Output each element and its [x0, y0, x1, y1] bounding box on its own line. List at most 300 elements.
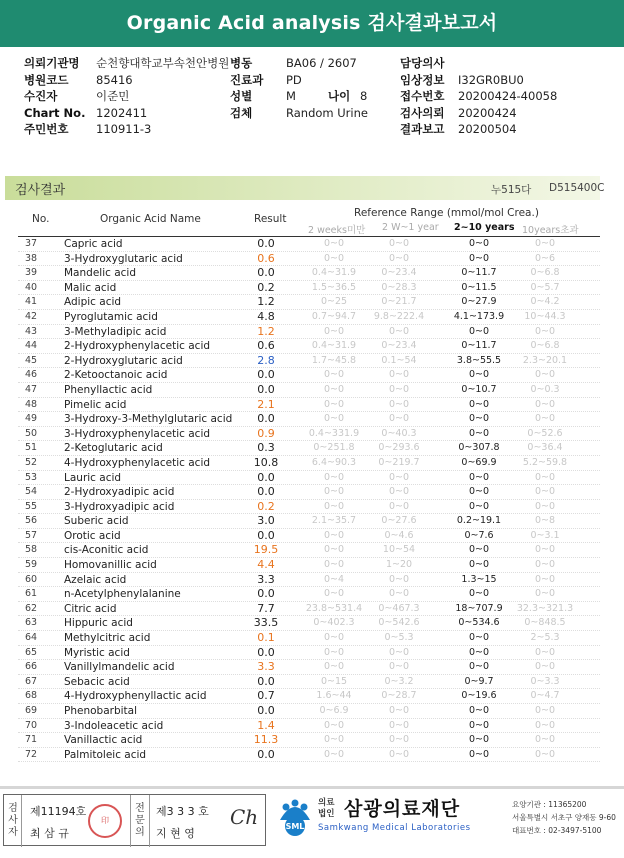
row-ref-10years: 0~0: [534, 734, 556, 746]
row-no: 44: [24, 340, 38, 352]
row-name: Adipic acid: [64, 296, 122, 309]
row-no: 47: [24, 383, 38, 395]
row-ref-2weeks: 0~0: [323, 383, 345, 395]
divider: [130, 795, 131, 847]
row-ref-1year: 0~0: [388, 413, 410, 425]
row-ref-2-10years: 0.2~19.1: [456, 515, 502, 527]
row-name: 3-Indoleacetic acid: [64, 719, 164, 732]
row-ref-2weeks: 1.7~45.8: [311, 354, 357, 366]
table-row: [18, 281, 600, 296]
signature-box: [3, 794, 266, 846]
row-no: 59: [24, 559, 38, 571]
row-ref-2-10years: 0~307.8: [458, 442, 500, 454]
row-result: 0.0: [257, 674, 275, 688]
row-no: 63: [24, 617, 38, 629]
table-row: [18, 266, 600, 281]
row-ref-1year: 0~0: [388, 383, 410, 395]
report-label: 결과보고: [400, 122, 445, 136]
specimen-value: Random Urine: [286, 105, 368, 120]
row-ref-10years: 0~0: [534, 500, 556, 512]
table-row: [18, 500, 600, 515]
row-ref-10years: 0~0: [534, 398, 556, 410]
row-ref-2-10years: 0~0: [468, 413, 490, 425]
contact-code: 요양기관 : 11365200: [512, 800, 587, 809]
row-ref-2-10years: 0~69.9: [461, 456, 497, 468]
table-row: [18, 310, 600, 325]
table-row: [18, 631, 600, 646]
row-ref-1year: 0~27.6: [381, 515, 417, 527]
row-no: 64: [24, 632, 38, 644]
row-result: 3.0: [257, 514, 275, 528]
row-ref-2-10years: 0~0: [468, 705, 490, 716]
row-ref-2weeks: 0~0: [323, 719, 345, 731]
row-ref-1year: 0~0: [388, 734, 410, 746]
row-ref-2-10years: 18~707.9: [455, 602, 503, 614]
row-ref-2-10years: 0~0: [468, 238, 490, 249]
row-ref-2weeks: 0~0: [323, 398, 345, 410]
row-ref-2-10years: 0~0: [468, 559, 490, 571]
row-result: 2.8: [257, 353, 275, 367]
report-value: 20200504: [458, 122, 517, 136]
row-no: 60: [24, 573, 38, 585]
row-name: Mandelic acid: [64, 267, 137, 280]
row-ref-2-10years: 0~0: [468, 325, 490, 337]
chart-label: Chart No.: [24, 105, 86, 120]
row-ref-2weeks: 0~0: [323, 369, 345, 381]
table-row: [18, 339, 600, 354]
row-result: 11.3: [253, 733, 279, 747]
clinical-info-label: 임상정보: [400, 72, 445, 87]
sex-value: M: [286, 89, 296, 103]
age-value: 8: [360, 89, 368, 103]
row-no: 51: [24, 442, 38, 454]
row-result: 0.6: [257, 339, 275, 353]
row-result: 0.0: [257, 382, 275, 396]
row-ref-1year: 0~0: [388, 252, 410, 264]
contact-phone: 대표번호 : 02-3497-5100: [512, 826, 602, 835]
row-result: 1.2: [257, 324, 275, 338]
row-ref-10years: 0~36.4: [527, 442, 563, 454]
row-result: 0.0: [257, 412, 275, 426]
row-ref-2-10years: 0~0: [468, 661, 490, 673]
row-ref-1year: 0~0: [388, 471, 410, 483]
tester-label: 검사자: [8, 803, 18, 838]
row-result: 4.8: [257, 309, 275, 323]
footer: [0, 792, 624, 858]
row-ref-10years: 0~0.3: [530, 383, 560, 395]
row-name: Hippuric acid: [64, 617, 133, 630]
row-no: 72: [24, 748, 38, 760]
row-result: 0.3: [257, 441, 275, 455]
row-ref-1year: 0~0: [388, 705, 410, 716]
row-name: 2-Ketoglutaric acid: [64, 442, 163, 455]
table-row: [18, 398, 600, 413]
patient-value: 이준민: [96, 89, 130, 103]
row-ref-10years: 0~0: [534, 486, 556, 498]
ward-value: BA06 / 2607: [286, 56, 357, 70]
request-label: 검사의뢰: [400, 105, 445, 120]
row-ref-2-10years: 0~19.6: [461, 690, 497, 702]
row-ref-2weeks: 0~0: [323, 325, 345, 337]
row-ref-1year: 0~0: [388, 573, 410, 585]
row-no: 62: [24, 602, 38, 614]
chart-value: 1202411: [96, 105, 148, 120]
row-result: 3.3: [257, 572, 275, 586]
row-ref-10years: 0~5.7: [530, 281, 560, 293]
row-ref-2-10years: 0~0: [468, 398, 490, 410]
table-row: [18, 733, 600, 748]
row-ref-1year: 0~4.6: [384, 529, 414, 541]
row-ref-2-10years: 0~0: [468, 719, 490, 731]
results-count: 누515다: [491, 184, 532, 196]
row-ref-2weeks: 0~0: [323, 544, 345, 556]
row-name: 3-Hydroxyglutaric acid: [64, 252, 183, 265]
patient-info: [24, 55, 604, 138]
row-ref-2weeks: 0~0: [323, 471, 345, 483]
row-ref-2weeks: 0~251.8: [313, 442, 355, 454]
row-ref-10years: 0~0: [534, 748, 556, 760]
row-ref-10years: 0~0: [534, 413, 556, 425]
row-ref-1year: 0~0: [388, 398, 410, 410]
corp-name: 삼광의료재단: [344, 798, 461, 820]
row-ref-10years: 0~848.5: [524, 617, 566, 629]
divider: [21, 795, 22, 847]
row-ref-2weeks: 23.8~531.4: [305, 602, 363, 614]
col-ref-sub2: 2 W~1 year: [382, 222, 439, 233]
row-ref-1year: 0~467.3: [378, 602, 420, 614]
row-ref-2-10years: 0~11.5: [461, 281, 497, 293]
row-no: 49: [24, 413, 38, 425]
dept-value: PD: [286, 72, 302, 87]
row-no: 70: [24, 719, 38, 731]
row-ref-2-10years: 0~0: [468, 632, 490, 644]
row-ref-2weeks: 0~0: [323, 252, 345, 264]
hospital-code-value: 85416: [96, 72, 133, 87]
row-ref-2weeks: 0~15: [320, 675, 348, 687]
table-row: [18, 573, 600, 588]
col-ref-sub4: 10years초과: [522, 225, 579, 236]
row-ref-2weeks: 0~0: [323, 646, 345, 658]
row-name: Pyroglutamic acid: [64, 310, 158, 323]
row-no: 54: [24, 486, 38, 498]
row-no: 45: [24, 354, 38, 366]
row-ref-1year: 0~0: [388, 500, 410, 512]
row-ref-10years: 0~0: [534, 471, 556, 483]
row-name: cis-Aconitic acid: [64, 544, 149, 557]
row-ref-2weeks: 0.4~31.9: [311, 340, 357, 352]
table-row: [18, 485, 600, 500]
row-name: Pimelic acid: [64, 398, 127, 411]
table-row: [18, 368, 600, 383]
row-ref-2-10years: 0~534.6: [458, 617, 500, 629]
col-result: Result: [254, 213, 287, 225]
row-ref-2-10years: 0~0: [468, 471, 490, 483]
table-row: [18, 441, 600, 456]
row-no: 41: [24, 296, 38, 308]
row-ref-10years: 0~0: [534, 369, 556, 381]
table-row: [18, 456, 600, 471]
results-band: [5, 176, 605, 200]
table-row: [18, 383, 600, 398]
row-ref-10years: 0~0: [534, 646, 556, 658]
row-no: 68: [24, 690, 38, 702]
row-ref-10years: 2~5.3: [530, 632, 560, 644]
row-result: 0.9: [257, 426, 275, 440]
row-ref-1year: 0~0: [388, 719, 410, 731]
row-no: 52: [24, 456, 38, 468]
row-no: 56: [24, 515, 38, 527]
row-no: 42: [24, 310, 38, 322]
row-ref-2weeks: 6.4~90.3: [311, 456, 357, 468]
row-ref-1year: 9.8~222.4: [373, 310, 425, 322]
row-ref-2-10years: 0~27.9: [461, 296, 497, 308]
doctor-label: 담당의사: [400, 56, 445, 70]
row-result: 0.0: [257, 587, 275, 601]
table-row: [18, 354, 600, 369]
row-name: Myristic acid: [64, 646, 130, 659]
row-ref-1year: 0~3.2: [384, 675, 414, 687]
row-ref-1year: 0~5.3: [384, 632, 414, 644]
row-ref-2weeks: 1.6~44: [316, 690, 352, 702]
row-ref-10years: 0~0: [534, 325, 556, 337]
row-ref-10years: 0~0: [534, 705, 556, 716]
row-ref-2weeks: 0~402.3: [313, 617, 355, 629]
row-ref-10years: 0~3.3: [530, 675, 560, 687]
row-ref-2weeks: 0.4~31.9: [311, 267, 357, 279]
row-ref-1year: 0~28.3: [381, 281, 417, 293]
row-result: 0.1: [257, 631, 275, 645]
row-ref-2-10years: 0~0: [468, 252, 490, 264]
contact-address: 서울특별시 서초구 양재동 9-60: [512, 813, 616, 822]
row-no: 55: [24, 500, 38, 512]
row-result: 10.8: [253, 455, 279, 469]
row-name: Palmitoleic acid: [64, 748, 147, 761]
table-row: [18, 587, 600, 602]
row-ref-2-10years: 0~11.7: [461, 340, 497, 352]
id-value: 110911-3: [96, 122, 152, 136]
row-ref-2-10years: 0~0: [468, 734, 490, 746]
row-no: 53: [24, 471, 38, 483]
ward-label: 병동: [230, 56, 253, 70]
row-ref-10years: 0~4.2: [530, 296, 560, 308]
row-name: 4-Hydroxyphenylacetic acid: [64, 456, 211, 469]
row-ref-10years: 0~6.8: [530, 267, 560, 279]
row-ref-1year: 10~54: [382, 544, 416, 556]
specialist-name: 지 현 영: [156, 827, 195, 840]
row-ref-10years: 32.3~321.3: [516, 602, 574, 614]
table-row: [18, 719, 600, 734]
row-ref-1year: 0.1~54: [381, 354, 417, 366]
row-name: 2-Hydroxyglutaric acid: [64, 354, 183, 367]
row-result: 0.0: [257, 470, 275, 484]
divider: [149, 795, 150, 847]
row-result: 0.2: [257, 280, 275, 294]
col-ref-sub1: 2 weeks미만: [308, 225, 366, 236]
col-ref: Reference Range (mmol/mol Crea.): [354, 207, 539, 219]
row-ref-10years: 0~0: [534, 588, 556, 600]
row-ref-10years: 0~0: [534, 573, 556, 585]
row-name: Orotic acid: [64, 529, 121, 542]
row-ref-1year: 0~0: [388, 238, 410, 249]
row-no: 61: [24, 588, 38, 600]
col-no: No.: [32, 213, 50, 225]
row-result: 2.1: [257, 397, 275, 411]
table-row: [18, 543, 600, 558]
table-row: [18, 704, 600, 719]
id-label: 주민번호: [24, 122, 69, 136]
hospital-code-label: 병원코드: [24, 72, 69, 87]
row-ref-10years: 0~4.7: [530, 690, 560, 702]
row-ref-2-10years: 0~0: [468, 544, 490, 556]
results-code: D515400C: [549, 182, 605, 194]
row-ref-2weeks: 0~0: [323, 632, 345, 644]
tester-name: 최 삼 규: [30, 827, 69, 840]
row-ref-1year: 0~40.3: [381, 427, 417, 439]
table-row: [18, 412, 600, 427]
row-no: 57: [24, 529, 38, 541]
table-row: [18, 295, 600, 310]
row-ref-1year: 0~293.6: [378, 442, 420, 454]
row-no: 65: [24, 646, 38, 658]
row-ref-2weeks: 0~0: [323, 486, 345, 498]
reception-no-value: 20200424-40058: [458, 89, 558, 103]
row-ref-2-10years: 0~10.7: [461, 383, 497, 395]
row-result: 0.2: [257, 499, 275, 513]
row-name: Malic acid: [64, 281, 117, 294]
table-row: [18, 237, 600, 252]
row-ref-10years: 0~0: [534, 719, 556, 731]
row-no: 38: [24, 252, 38, 264]
row-no: 67: [24, 675, 38, 687]
row-ref-10years: 5.2~59.8: [522, 456, 568, 468]
row-result: 0.0: [257, 704, 275, 717]
specialist-license: 제3 3 3 호: [156, 805, 209, 818]
request-value: 20200424: [458, 105, 517, 120]
row-name: 3-Hydroxy-3-Methylglutaric acid: [64, 413, 233, 426]
row-ref-1year: 0~0: [388, 486, 410, 498]
row-ref-1year: 0~219.7: [378, 456, 420, 468]
row-result: 33.5: [253, 616, 279, 630]
table-row: [18, 616, 600, 631]
institution-label: 의뢰기관명: [24, 56, 80, 70]
row-name: 2-Hydroxyphenylacetic acid: [64, 340, 211, 353]
row-ref-10years: 0~6: [534, 252, 556, 264]
row-ref-2weeks: 1.5~36.5: [311, 281, 357, 293]
contact-info: [512, 798, 616, 837]
official-seal-icon: 印: [88, 804, 122, 838]
clinical-info-value: I32GR0BU0: [458, 72, 524, 87]
row-no: 66: [24, 661, 38, 673]
row-ref-2-10years: 0~11.7: [461, 267, 497, 279]
age-label: 나이: [328, 89, 351, 103]
row-ref-2weeks: 0.4~331.9: [308, 427, 360, 439]
row-ref-1year: 0~0: [388, 325, 410, 337]
corp-english-name: Samkwang Medical Laboratories: [318, 823, 471, 833]
row-name: 3-Hydroxyadipic acid: [64, 500, 175, 513]
reception-no-label: 접수번호: [400, 89, 445, 103]
row-no: 69: [24, 705, 38, 716]
row-ref-2-10years: 0~0: [468, 500, 490, 512]
row-name: 3-Methyladipic acid: [64, 325, 167, 338]
row-ref-10years: 0~0: [534, 559, 556, 571]
row-ref-1year: 0~0: [388, 748, 410, 760]
row-ref-2weeks: 0~0: [323, 661, 345, 673]
row-name: 2-Hydroxyadipic acid: [64, 486, 175, 499]
table-row: [18, 558, 600, 573]
row-ref-2weeks: 0~0: [323, 559, 345, 571]
row-result: 0.0: [257, 485, 275, 499]
row-name: 4-Hydroxyphenyllactic acid: [64, 690, 207, 703]
row-no: 50: [24, 427, 38, 439]
row-no: 71: [24, 734, 38, 746]
row-name: Sebacic acid: [64, 675, 130, 688]
table-header: [18, 205, 600, 235]
row-name: Capric acid: [64, 238, 123, 250]
row-name: Citric acid: [64, 602, 117, 615]
table-row: [18, 471, 600, 486]
row-name: Lauric acid: [64, 471, 122, 484]
row-ref-2weeks: 0~25: [320, 296, 348, 308]
results-title: 검사결과: [15, 183, 66, 198]
col-name: Organic Acid Name: [100, 213, 201, 225]
row-no: 58: [24, 544, 38, 556]
row-result: 0.0: [257, 747, 275, 761]
table-row: [18, 602, 600, 617]
table-row: [18, 529, 600, 544]
row-ref-2weeks: 0~4: [323, 573, 345, 585]
row-result: 0.0: [257, 368, 275, 382]
row-ref-2-10years: 0~0: [468, 427, 490, 439]
row-ref-10years: 0~0: [534, 544, 556, 556]
row-name: Phenobarbital: [64, 705, 137, 717]
row-no: 43: [24, 325, 38, 337]
row-ref-2weeks: 0~6.9: [319, 705, 349, 716]
institution-value: 순천향대학교부속천안병원: [96, 56, 230, 70]
row-name: Homovanillic acid: [64, 559, 157, 572]
row-result: 0.0: [257, 528, 275, 542]
table-row: [18, 675, 600, 690]
row-name: 3-Hydroxyphenylacetic acid: [64, 427, 211, 440]
row-ref-2weeks: 0~0: [323, 500, 345, 512]
row-no: 46: [24, 369, 38, 381]
patient-label: 수진자: [24, 89, 58, 103]
dept-label: 진료과: [230, 72, 264, 87]
row-ref-2weeks: 0~0: [323, 413, 345, 425]
row-ref-2-10years: 0~0: [468, 588, 490, 600]
corp-type: 의료 법인: [318, 798, 335, 819]
row-ref-2weeks: 0~0: [323, 734, 345, 746]
row-ref-2-10years: 4.1~173.9: [453, 310, 505, 322]
row-result: 0.0: [257, 266, 275, 280]
row-no: 40: [24, 281, 38, 293]
row-name: 2-Ketooctanoic acid: [64, 369, 168, 382]
row-ref-1year: 0~21.7: [381, 296, 417, 308]
table-row: [18, 660, 600, 675]
logo-sml-text: SML: [285, 822, 305, 831]
row-name: Phenyllactic acid: [64, 383, 153, 396]
signature: Ch: [230, 805, 259, 829]
row-ref-10years: 0~8: [534, 515, 556, 527]
row-ref-10years: 0~0: [534, 238, 556, 249]
specialist-label: 전문의: [135, 803, 145, 838]
row-ref-2-10years: 3.8~55.5: [456, 354, 502, 366]
row-name: Vanillactic acid: [64, 734, 143, 747]
table-row: [18, 427, 600, 442]
row-result: 1.4: [257, 718, 275, 732]
row-ref-2-10years: 0~0: [468, 748, 490, 760]
row-ref-1year: 0~0: [388, 588, 410, 600]
table-row: [18, 325, 600, 340]
